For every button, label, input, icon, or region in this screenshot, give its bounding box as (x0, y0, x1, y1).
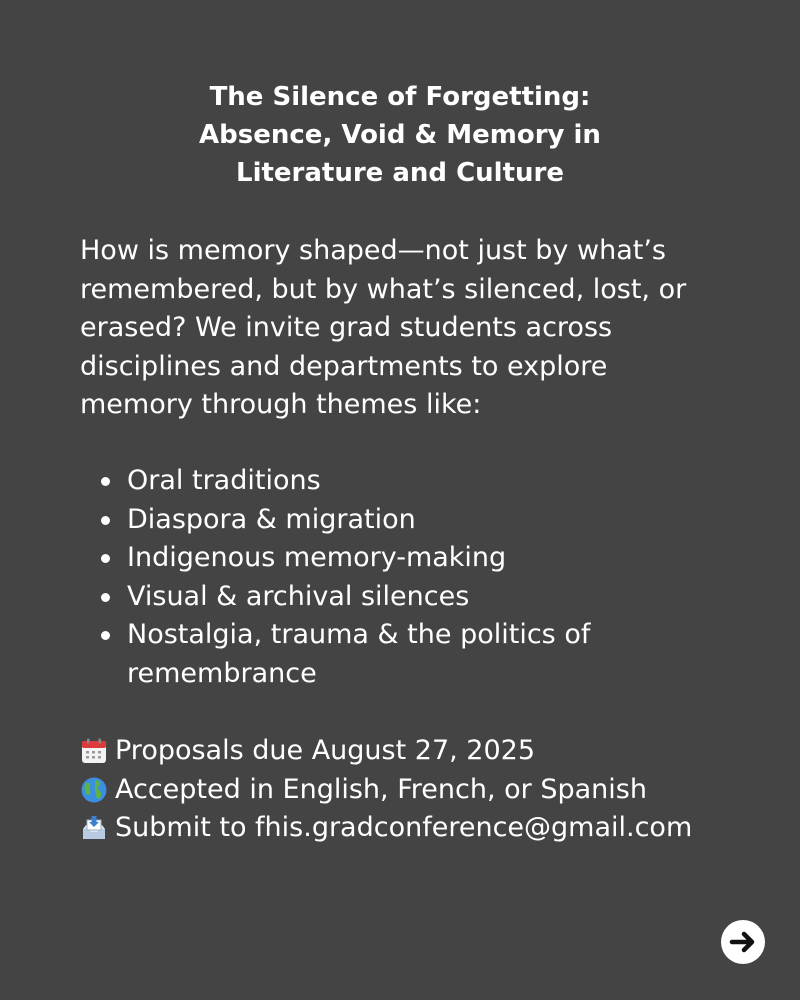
page-title (0, 78, 800, 192)
deadline-text: Proposals due August 27, 2025 (115, 735, 536, 766)
list-item: Visual & archival silences (80, 578, 720, 617)
calendar-icon (80, 737, 108, 765)
title-line-3: Literature and Culture (236, 158, 564, 188)
title-line-2: Absence, Void & Memory in (199, 120, 601, 150)
languages-row (80, 771, 740, 810)
arrow-right-icon (721, 920, 765, 964)
list-item: Oral traditions (80, 462, 720, 501)
list-item: Indigenous memory-making (80, 539, 720, 578)
next-button[interactable] (721, 920, 765, 964)
languages-text: Accepted in English, French, or Spanish (115, 773, 647, 805)
list-item: Diaspora & migration (80, 501, 720, 540)
deadline-row (80, 732, 740, 771)
submission-text: Submit to fhis.gradconference@gmail.com (115, 812, 693, 843)
list-item: Nostalgia, trauma & the politics of remembrance (80, 616, 720, 693)
inbox-tray-icon (80, 814, 108, 842)
submission-row (80, 809, 740, 848)
intro-paragraph: How is memory shaped—not just by what’s remembered, but by what’s silenced, lost, or erased? We invite grad students across disciplines and departments to explore memory through themes like: (80, 235, 687, 420)
title-line-1: The Silence of Forgetting: (209, 82, 591, 112)
themes-list (80, 462, 720, 693)
globe-icon (80, 776, 108, 804)
info-block (80, 732, 740, 848)
